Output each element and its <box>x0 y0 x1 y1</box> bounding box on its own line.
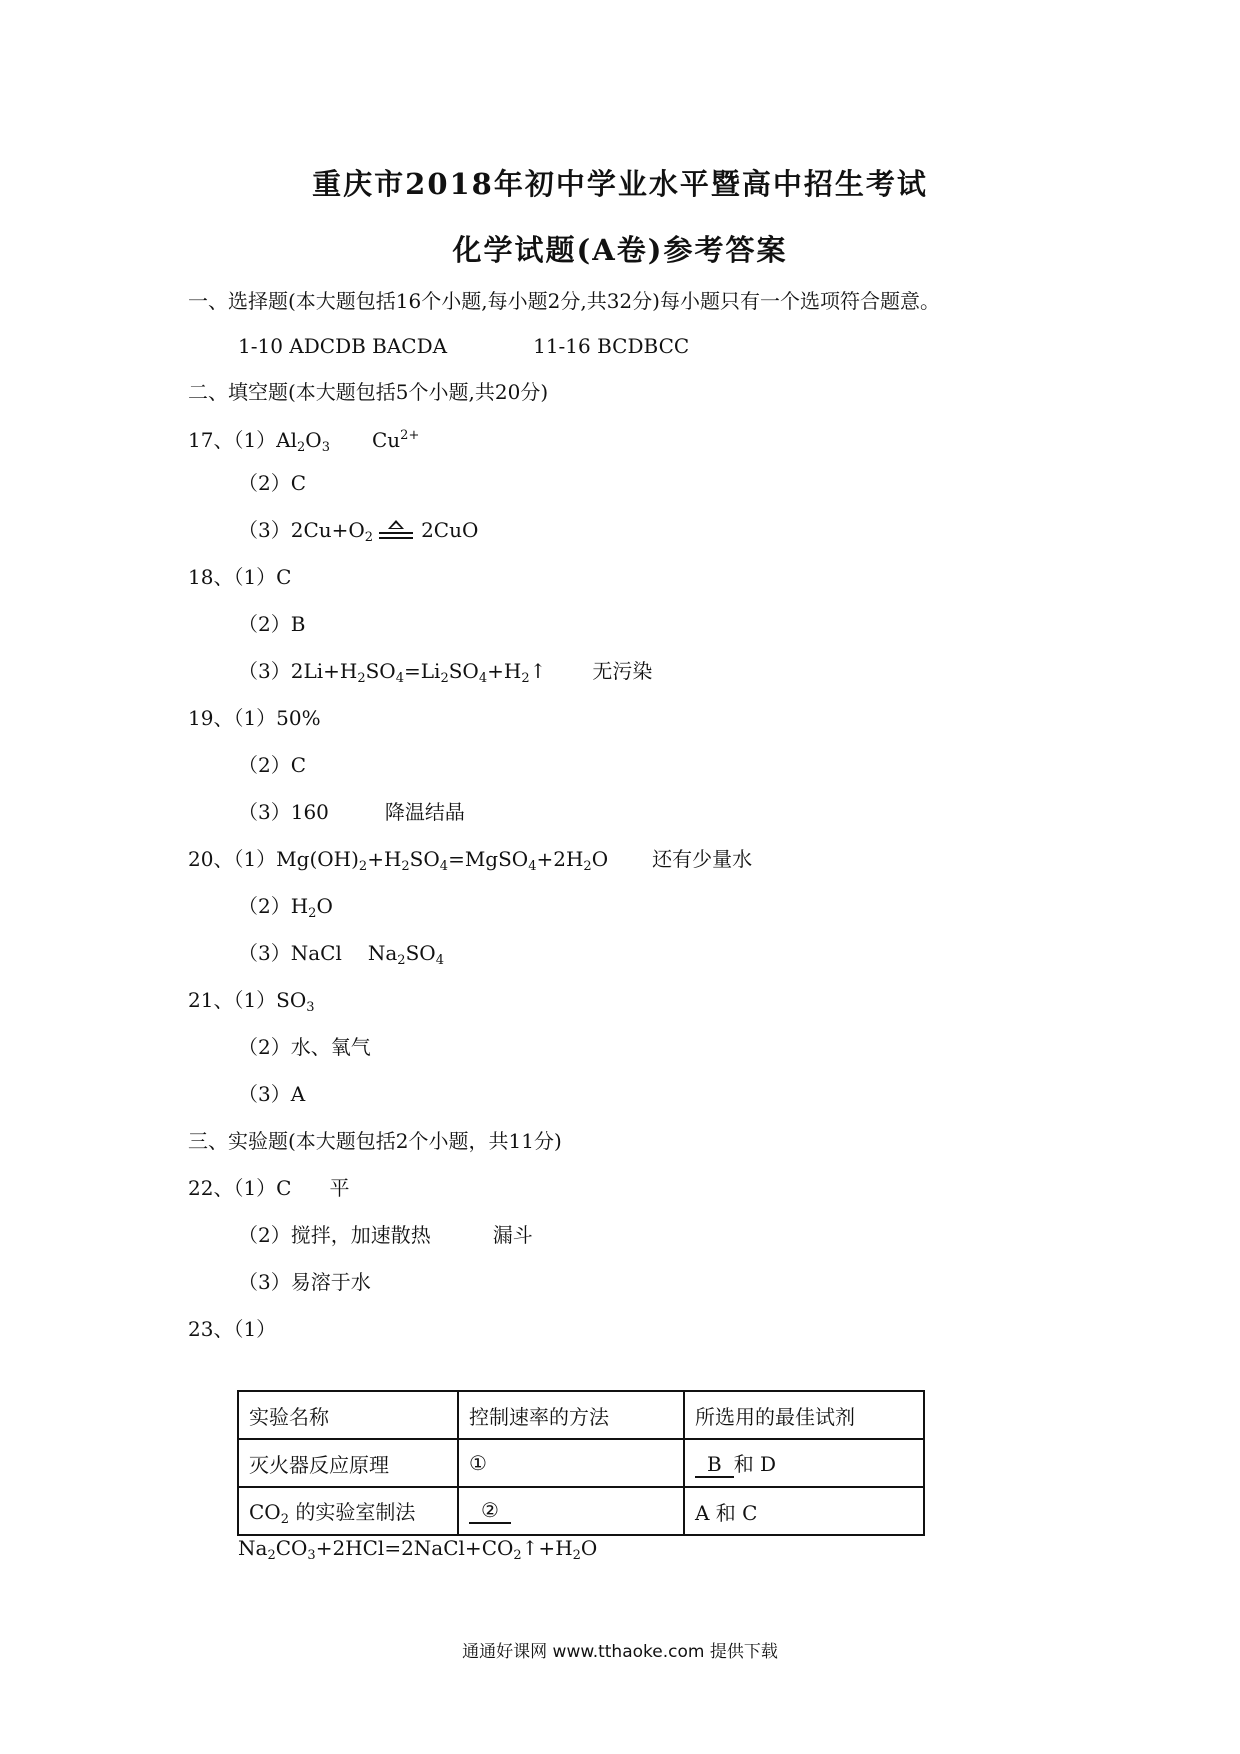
answer-22-3: （3）易溶于水 <box>238 1270 371 1294</box>
answer-19-3: （3）160 降温结晶 <box>238 800 465 824</box>
answer-17-1: 17、$(1)Al_2O_3$ $Cu^{2+}$ <box>188 428 420 455</box>
cell-name-extinguisher: 灭火器反应原理 <box>238 1439 458 1487</box>
cell-method-2: ② <box>458 1487 684 1535</box>
cell-name-co2-lab: $CO_2$ 的实验室制法 <box>238 1487 458 1535</box>
header-experiment-name: 实验名称 <box>238 1391 458 1439</box>
cell-method-1: ① <box>458 1439 684 1487</box>
table-row <box>238 1487 924 1535</box>
answer-19-2: （2）C <box>238 753 307 777</box>
table-header-row <box>238 1391 924 1439</box>
note-22-1: 平 <box>329 1176 350 1200</box>
answers-11-16: 11-16 BCDBCC <box>533 334 690 358</box>
answer-21-2: （2）水、氧气 <box>238 1035 371 1059</box>
answer-23-1: 23、（1） <box>188 1317 277 1341</box>
answer-18-3: $(3)2Li+H_2SO_4=Li_2SO_4+H_2↑$ 无污染 <box>238 659 653 686</box>
header-rate-control: 控制速率的方法 <box>458 1391 684 1439</box>
answer-17-2: （2）C <box>238 471 307 495</box>
answer-20-3: （3）NaCl $Na_2SO_4$ <box>238 941 444 968</box>
section-heading-experiment: 三、实验题(本大题包括2个小题，共11分) <box>188 1129 562 1153</box>
cell-reagent-1: B 和 D <box>684 1439 924 1487</box>
table-row <box>238 1439 924 1487</box>
choice-answers <box>238 334 689 358</box>
answer-22-2: （2）搅拌，加速散热 漏斗 <box>238 1223 533 1247</box>
note-18-3: 无污染 <box>592 659 653 683</box>
page-subtitle: 化学试题(A卷)参考答案 <box>452 233 788 267</box>
header-best-reagent: 所选用的最佳试剂 <box>684 1391 924 1439</box>
page-footer: 通通好课网 www.tthaoke.com 提供下载 <box>462 1642 778 1662</box>
section-heading-choice: 一、选择题(本大题包括16个小题,每小题2分,共32分)每小题只有一个选项符合题意。 <box>188 289 940 313</box>
answer-23-equation: $Na_2CO_3+2HCl=2NaCl+CO_2↑+H_2O$ <box>238 1536 598 1563</box>
answer-18-2: （2）B <box>238 612 306 636</box>
answer-23-table <box>237 1390 925 1536</box>
answer-17-3: $(3)2Cu+O_2$ 2CuO <box>238 518 479 545</box>
page-title: 重庆市2018年初中学业水平暨高中招生考试 <box>312 167 928 201</box>
answer-18-1: 18、（1）C <box>188 565 292 589</box>
heating-equals-sign <box>377 520 417 544</box>
answers-1-10: 1-10 ADCDB BACDA <box>238 334 448 358</box>
section-heading-fill: 二、填空题(本大题包括5个小题,共20分) <box>188 380 549 404</box>
answer-20-2: $(2)H_2O$ <box>238 894 333 921</box>
cell-reagent-2: A 和 C <box>684 1487 924 1535</box>
answer-21-1: 21、$(1)SO_3$ <box>188 988 315 1015</box>
note-22-2: 漏斗 <box>492 1223 533 1247</box>
note-19-3: 降温结晶 <box>384 800 465 824</box>
note-20-1: 还有少量水 <box>652 847 753 871</box>
answer-20-1: 20、$(1)Mg(OH)_2+H_2SO_4=MgSO_4+2H_2O$ 还有少量水 <box>188 847 753 874</box>
answer-19-1: 19、（1）50% <box>188 706 321 730</box>
answer-21-3: （3）A <box>238 1082 306 1106</box>
answer-22-1: 22、（1）C 平 <box>188 1176 350 1200</box>
